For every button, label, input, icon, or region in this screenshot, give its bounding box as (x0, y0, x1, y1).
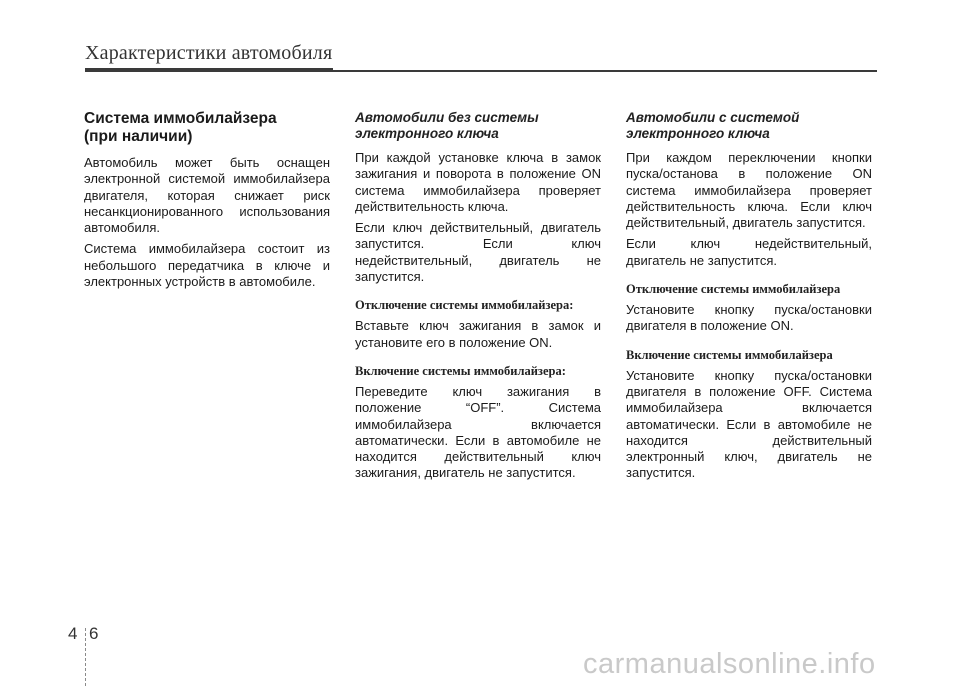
paragraph: Установите кнопку пуска/остановки двигателя в положение OFF. Система иммобилайзера включается автоматически. Если в автомобиле не находится действительный электронный ключ, двигатель не запустится. (626, 367, 872, 481)
paragraph: При каждой установке ключа в замок зажигания и поворота в положение ON система иммобилайзера проверяет действительность ключа. (355, 150, 601, 214)
activation-subheading: Включение системы иммобилайзера: (355, 363, 566, 378)
subsection-heading-line1: Автомобили без системы (355, 110, 539, 125)
column-with-smart-key (626, 110, 872, 487)
page-number: 6 (89, 624, 99, 643)
header-rule-thick (85, 68, 333, 72)
subsection-heading (355, 110, 601, 142)
deactivation-subheading: Отключение системы иммобилайзера: (355, 298, 574, 313)
paragraph: Если ключ недействительный, двигатель не запустится. (626, 236, 872, 268)
paragraph: При каждом переключении кнопки пуска/останова в положение ON система иммобилайзера проверяет действительность ключа. Если ключ действительный, двигатель запустится. (626, 150, 872, 231)
section-heading-line1: Система иммобилайзера (84, 110, 277, 127)
watermark: carmanualsonline.info (583, 648, 876, 680)
section-heading (84, 110, 330, 146)
page-header-title: Характеристики автомобиля (85, 42, 333, 64)
subsection-heading-line2: электронного ключа (355, 126, 499, 141)
paragraph: Автомобиль может быть оснащен электронной системой иммобилайзера двигателя, которая снижает риск несанкционированного использования автомобиля. (84, 155, 330, 236)
paragraph: Вставьте ключ зажигания в замок и установите его в положение ON. (355, 318, 601, 350)
column-without-smart-key (355, 110, 601, 487)
footer-divider (85, 628, 86, 686)
section-heading-line2: (при наличии) (84, 128, 193, 145)
column-immobilizer-intro (84, 110, 330, 295)
activation-subheading: Включение системы иммобилайзера (626, 347, 833, 362)
paragraph: Переведите ключ зажигания в положение “OFF”. Система иммобилайзера включается автоматически. Если в автомобиле не находится действительный ключ зажигания, двигатель не запустится. (355, 383, 601, 481)
chapter-number: 4 (68, 624, 78, 643)
paragraph: Если ключ действительный, двигатель запустится. Если ключ недействительный, двигатель не запустится. (355, 220, 601, 285)
subsection-heading-line2: электронного ключа (626, 126, 770, 141)
paragraph: Система иммобилайзера состоит из небольшого передатчика в ключе и электронных устройств в автомобиле. (84, 241, 330, 290)
paragraph: Установите кнопку пуска/остановки двигателя в положение ON. (626, 302, 872, 334)
subsection-heading-line1: Автомобили с системой (626, 110, 800, 125)
deactivation-subheading: Отключение системы иммобилайзера (626, 282, 841, 297)
subsection-heading (626, 110, 872, 142)
header-rule-thin (333, 70, 877, 72)
